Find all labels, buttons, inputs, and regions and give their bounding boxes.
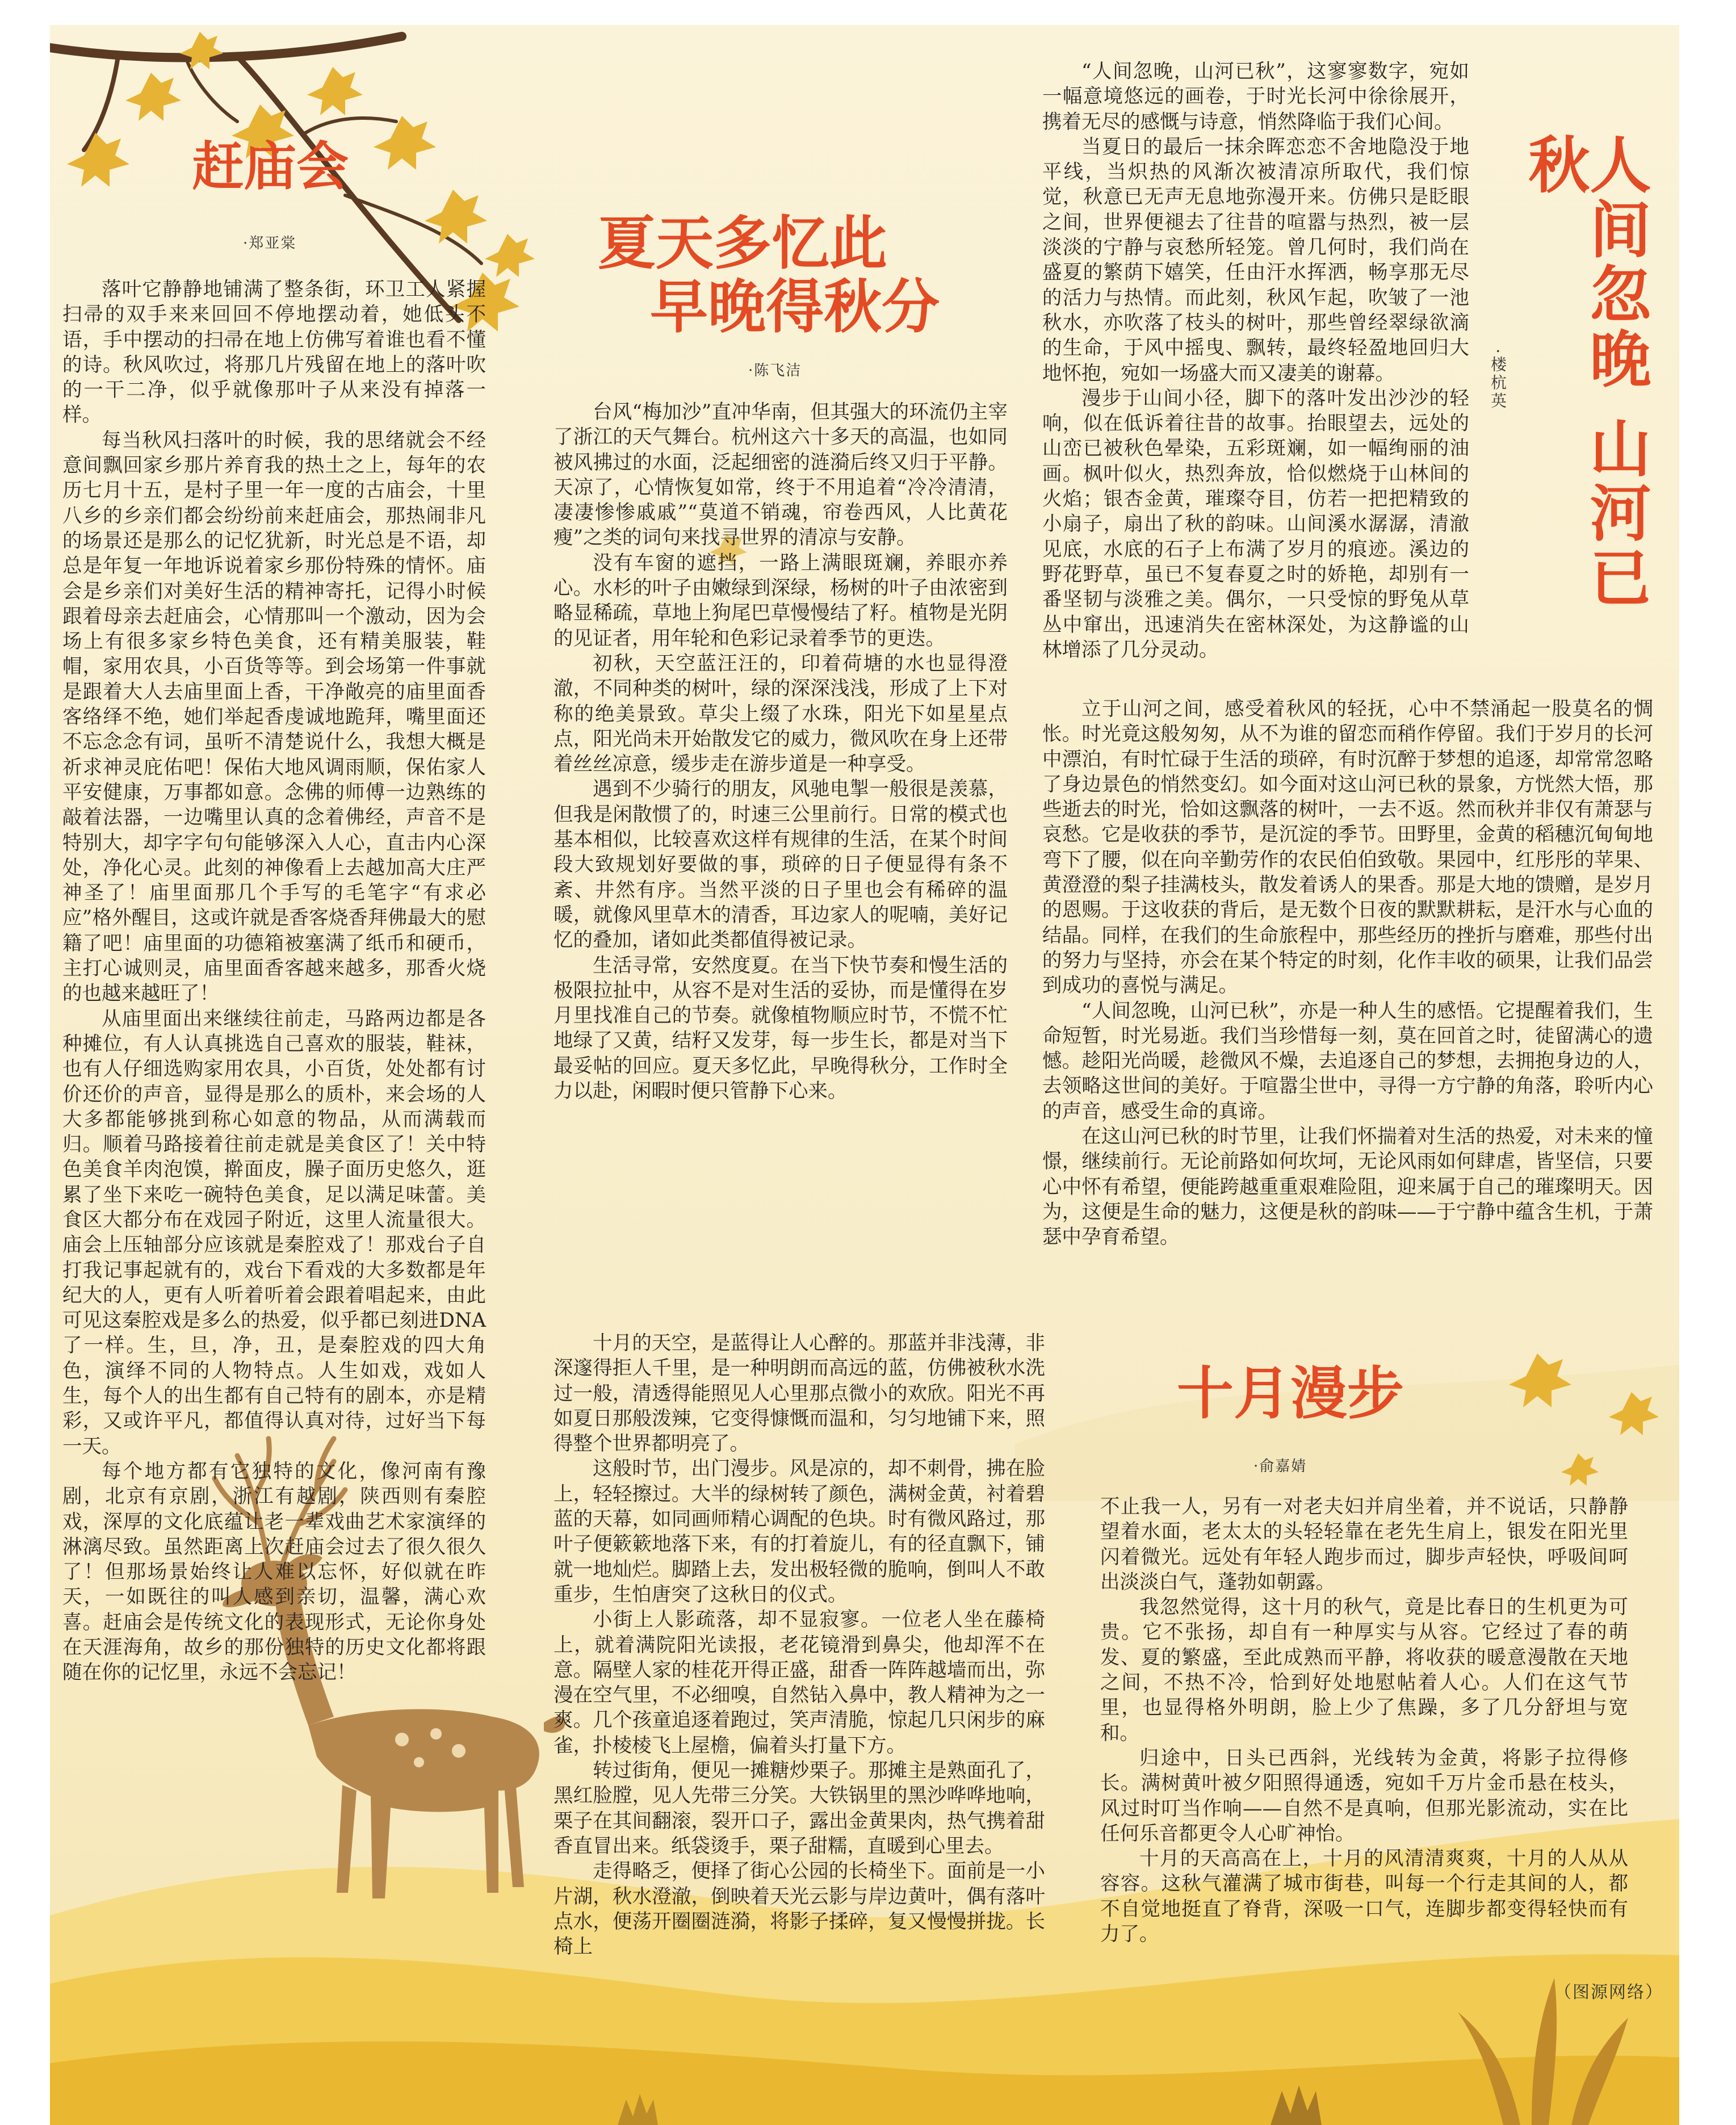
paragraph: 这般时节，出门漫步。风是凉的，却不刺骨，拂在脸上，轻轻擦过。大半的绿树转了颜色，满树金黄，衬着碧蓝的天幕，如同画师精心调配的色块。时有微风路过，那叶子便簌簌地落下来，有的打着旋儿，有的径直飘下，铺就一地灿烂。脚踏上去，发出极轻微的脆响，倒叫人不敢重步，生怕唐突了这秋日的仪式。 — [553, 1457, 1045, 1606]
article-title-gan-miao-hui: 赶庙会 — [192, 136, 349, 197]
paragraph: 漫步于山间小径，脚下的落叶发出沙沙的轻响，似在低诉着往昔的故事。抬眼望去，远处的山峦已被秋色晕染，五彩斑斓，如一幅绚丽的油画。枫叶似火，热烈奔放，恰似燃烧于山林间的火焰；银杏金黄，璀璨夺目，仿若一把把精致的小扇子，扇出了秋的韵味。山间溪水潺潺，清澈见底，水底的石子上布满了岁月的痕迹。溪边的野花野草，虽已不复春夏之时的娇艳，却别有一番坚韧与淡雅之美。偶尔，一只受惊的野兔从草丛中窜出，迅速消失在密林深处，为这静谧的山林增添了几分灵动。 — [1042, 387, 1469, 661]
article-title-shi-yue-man-bu: 十月漫步 — [1177, 1360, 1404, 1427]
article-body-xia-tian — [553, 400, 1008, 1104]
article-title-xia-tian — [598, 212, 940, 340]
paragraph: 十月的天空，是蓝得让人心醉的。那蓝并非浅薄，非深邃得拒人千里，是一种明朗而高远的蓝，仿佛被秋水洗过一般，清透得能照见人心里那点微小的欢欣。阳光不再如夏日那般泼辣，它变得慷慨而温和，匀匀地铺下来，照得整个世界都明亮了。 — [553, 1332, 1045, 1456]
article-author: ·俞嘉婧 — [1253, 1458, 1307, 1475]
paragraph: 小街上人影疏落，却不显寂寥。一位老人坐在藤椅上，就着满院阳光读报，老花镜滑到鼻尖，他却浑不在意。隔壁人家的桂花开得正盛，甜香一阵阵越墙而出，弥漫在空气里，不必细嗅，自然钻入鼻中，教人精神为之一爽。几个孩童追逐着跑过，笑声清脆，惊起几只闲步的麻雀，扑棱棱飞上屋檐，偏着头打量下方。 — [553, 1608, 1045, 1757]
image-credit: （图源网络） — [1554, 1983, 1663, 2002]
paragraph: 我忽然觉得，这十月的秋气，竟是比春日的生机更为可贵。它不张扬，却自有一种厚实与从容。它经过了春的萌发、夏的繁盛，至此成熟而平静，将收获的暖意漫散在天地之间，不热不冷，恰到好处地慰帖着人心。人们在这气节里，也显得格外明朗，脸上少了焦躁，多了几分舒坦与宽和。 — [1100, 1596, 1628, 1745]
article-body-gan-miao-hui — [62, 277, 486, 1686]
paragraph: “人间忽晚，山河已秋”，亦是一种人生的感悟。它提醒着我们，生命短暂，时光易逝。我们当珍惜每一刻，莫在回首之时，徒留满心的遗憾。趁阳光尚暖，趁微风不燥，去追逐自己的梦想，去拥抱身边的人，去领略这世间的美好。于喧嚣尘世中，寻得一方宁静的角落，聆听内心的声音，感受生命的真谛。 — [1042, 999, 1653, 1123]
article-author: ·楼杭英 — [1488, 349, 1507, 410]
article-body-ren-jian-wide — [1042, 697, 1653, 1250]
paragraph: 生活寻常，安然度夏。在当下快节奏和慢生活的极限拉扯中，从容不是对生活的妥协，而是懂得在岁月里找准自己的节奏。就像植物顺应时节，不慌不忙地绿了又黄，结籽又发芽，每一步生长，都是对当下最妥帖的回应。夏天多忆此，早晚得秋分，工作时全力以赴，闲暇时便只管静下心来。 — [553, 954, 1008, 1103]
paragraph: 走得略乏，便择了街心公园的长椅坐下。面前是一小片湖，秋水澄澈，倒映着天光云影与岸边黄叶，偶有落叶点水，便荡开圈圈涟漪，将影子揉碎，复又慢慢拼拢。长椅上 — [553, 1860, 1045, 1959]
article-body-ren-jian — [1042, 59, 1469, 663]
article-title-ren-jian-hu-wan: 人间忽晚 山河已秋 — [1518, 133, 1650, 611]
article-body-shi-yue-b — [1100, 1494, 1628, 1947]
paragraph: 从庙里面出来继续往前走，马路两边都是各种摊位，有人认真挑选自己喜欢的服装，鞋袜，也有人仔细选购家用农具，小百货，处处都有讨价还价的声音，显得是那么的质朴，来会场的人大多都能够挑到称心如意的物品，从而满载而归。顺着马路接着往前走就是美食区了！关中特色美食羊肉泡馍，擀面皮，臊子面历史悠久，逛累了坐下来吃一碗特色美食，足以满足味蕾。美食区大都分布在戏园子附近，这里人流量很大。庙会上压轴部分应该就是秦腔戏了！那戏台子自打我记事起就有的，戏台下看戏的大多数都是年纪大的人，更有人听着听着会跟着唱起来，由此可见这秦腔戏是多么的热爱，似乎都已刻进DNA了一样。生，旦，净，丑，是秦腔戏的四大角色，演绎不同的人物特点。人生如戏，戏如人生，每个人的出生都有自己特有的剧本，亦是精彩，又或许平凡，都值得认真对待，过好当下每一天。 — [62, 1007, 486, 1458]
paragraph: 每当秋风扫落叶的时候，我的思绪就会不经意间飘回家乡那片养育我的热土之上，每年的农历七月十五，是村子里一年一度的古庙会，十里八乡的乡亲们都会纷纷前来赶庙会，那热闹非凡的场景还是那么的记忆犹新，时光总是不语，却总是年复一年地诉说着家乡那份特殊的情怀。庙会是乡亲们对美好生活的精神寄托，记得小时候跟着母亲去赶庙会，心情那叫一个激动，因为会场上有很多家乡特色美食，还有精美服装，鞋帽，家用农具，小百货等等。到会场第一件事就是跟着大人去庙里面上香，干净敞亮的庙里面香客络绎不绝，她们举起香虔诚地跪拜，嘴里面还不忘念念有词，虽听不清楚说什么，我想大概是祈求神灵庇佑吧！保佑大地风调雨顺，保佑家人平安健康，万事都如意。念佛的师傅一边熟练的敲着法器，一边嘴里认真的念着佛经，声音不是特别大，却字字句句能够深入人心，直击内心深处，净化心灵。此刻的神像看上去越加高大庄严神圣了！庙里面那几个手写的毛笔字“有求必应”格外醒目，这或许就是香客烧香拜佛最大的慰籍了吧！庙里面的功德箱被塞满了纸币和硬币，主打心诚则灵，庙里面香客越来越多，那香火烧的也越来越旺了！ — [62, 429, 486, 1005]
article-body-shi-yue-a — [553, 1331, 1045, 1959]
title-line: 早晚得秋分 — [650, 274, 940, 341]
article-author: ·郑亚棠 — [243, 235, 297, 252]
paragraph: 落叶它静静地铺满了整条街，环卫工人紧握扫帚的双手来来回回不停地摆动着，她低头不语，手中摆动的扫帚在地上仿佛写着谁也看不懂的诗。秋风吹过，将那几片残留在地上的落叶吹的一干二净，似乎就像那叶子从来没有掉落一样。 — [62, 278, 486, 427]
paragraph: 台风“梅加沙”直冲华南，但其强大的环流仍主宰了浙江的天气舞台。杭州这六十多天的高温，也如同被风拂过的水面，泛起细密的涟漪后终又归于平静。天凉了，心情恢复如常，终于不用追着“冷冷清清，凄凄惨惨戚戚”“莫道不销魂，帘卷西风，人比黄花瘦”之类的词句来找寻世界的清凉与安静。 — [553, 401, 1008, 550]
paragraph: 每个地方都有它独特的文化，像河南有豫剧，北京有京剧，浙江有越剧，陕西则有秦腔戏，深厚的文化底蕴让老一辈戏曲艺术家演绎的淋漓尽致。虽然距离上次赶庙会过去了很久很久了！但那场景始终让人难以忘怀，好似就在昨天，一如既往的叫人感到亲切，温馨，满心欢喜。赶庙会是传统文化的表现形式，无论你身处在天涯海角，故乡的那份独特的历史文化都将跟随在你的记忆里，永远不会忘记！ — [62, 1460, 486, 1684]
title-line: 夏天多忆此 — [598, 210, 887, 278]
paragraph: “人间忽晚，山河已秋”，这寥寥数字，宛如一幅意境悠远的画卷，于时光长河中徐徐展开，携着无尽的感慨与诗意，悄然降临于我们心间。 — [1042, 60, 1469, 133]
paragraph: 不止我一人，另有一对老夫妇并肩坐着，并不说话，只静静望着水面，老太太的头轻轻靠在老先生肩上，银发在阳光里闪着微光。远处有年轻人跑步而过，脚步声轻快，呼吸间呵出淡淡白气，蓬勃如朝露。 — [1100, 1495, 1628, 1594]
paragraph: 在这山河已秋的时节里，让我们怀揣着对生活的热爱，对未来的憧憬，继续前行。无论前路如何坎坷，无论风雨如何肆虐，皆坚信，只要心中怀有希望，便能跨越重重艰难险阻，迎来属于自己的璀璨明天。因为，这便是生命的魅力，这便是秋的韵味——于宁静中蕴含生机，于萧瑟中孕育希望。 — [1042, 1125, 1653, 1249]
newspaper-page — [50, 25, 1679, 2125]
paragraph: 转过街角，便见一摊糖炒栗子。那摊主是熟面孔了，黑红脸膛，见人先带三分笑。大铁锅里的黑沙哗哗地响，栗子在其间翻滚，裂开口子，露出金黄果肉，热气携着甜香直冒出来。纸袋烫手，栗子甜糯，直暖到心里去。 — [553, 1759, 1045, 1858]
paragraph: 立于山河之间，感受着秋风的轻抚，心中不禁涌起一股莫名的惆怅。时光竟这般匆匆，从不为谁的留恋而稍作停留。我们于岁月的长河中漂泊，有时忙碌于生活的琐碎，有时沉醉于梦想的追逐，却常常忽略了身边景色的悄然变幻。如今面对这山河已秋的景象，方恍然大悟，那些逝去的时光，恰如这飘落的树叶，一去不返。然而秋并非仅有萧瑟与哀愁。它是收获的季节，是沉淀的季节。田野里，金黄的稻穗沉甸甸地弯下了腰，似在向辛勤劳作的农民伯伯致敬。果园中，红彤彤的苹果、黄澄澄的梨子挂满枝头，散发着诱人的果香。那是大地的馈赠，是岁月的恩赐。于这收获的背后，是无数个日夜的默默耕耘，是汗水与心血的结晶。同样，在我们的生命旅程中，那些经历的挫折与磨难，那些付出的努力与坚持，亦会在某个特定的时刻，化作丰收的硕果，让我们品尝到成功的喜悦与满足。 — [1042, 698, 1653, 997]
paragraph: 十月的天高高在上，十月的风清清爽爽，十月的人从从容容。这秋气灌满了城市街巷，叫每一个行走其间的人，都不自觉地挺直了脊背，深吸一口气，连脚步都变得轻快而有力了。 — [1100, 1847, 1628, 1946]
paragraph: 遇到不少骑行的朋友，风驰电掣一般很是羡慕，但我是闲散惯了的，时速三公里前行。日常的模式也基本相似，比较喜欢这样有规律的生活，在某个时间段大致规划好要做的事，琐碎的日子便显得有条不紊、井然有序。当然平淡的日子里也会有稀碎的温暖，就像风里草木的清香，耳边家人的呢喃，美好记忆的叠加，诸如此类都值得被记录。 — [553, 778, 1008, 952]
paragraph: 初秋，天空蓝汪汪的，印着荷塘的水也显得澄澈，不同种类的树叶，绿的深深浅浅，形成了上下对称的绝美景致。草尖上缀了水珠，阳光下如星星点点，阳光尚未开始散发它的威力，微风吹在身上还带着丝丝凉意，缓步走在游步道是一种享受。 — [553, 652, 1008, 776]
paragraph: 没有车窗的遮挡，一路上满眼斑斓，养眼亦养心。水杉的叶子由嫩绿到深绿，杨树的叶子由浓密到略显稀疏，草地上狗尾巴草慢慢结了籽。植物是光阴的见证者，用年轮和色彩记录着季节的更迭。 — [553, 551, 1008, 650]
paragraph: 归途中，日头已西斜，光线转为金黄，将影子拉得修长。满树黄叶被夕阳照得通透，宛如千万片金币悬在枝头，风过时叮当作响——自然不是真响，但那光影流动，实在比任何乐音都更令人心旷神怡。 — [1100, 1746, 1628, 1845]
paragraph: 当夏日的最后一抹余晖恋恋不舍地隐没于地平线，当炽热的风渐次被清凉所取代，我们惊觉，秋意已无声无息地弥漫开来。仿佛只是眨眼之间，世界便褪去了往昔的喧嚣与热烈，被一层淡淡的宁静与哀愁所轻笼。曾几何时，我们尚在盛夏的繁荫下嬉笑，任由汗水挥洒，畅享那无尽的活力与热情。而此刻，秋风乍起，吹皱了一池秋水，亦吹落了枝头的树叶，那些曾经翠绿欲滴的生命，于风中摇曳、飘转，最终轻盈地回归大地怀抱，宛如一场盛大而又凄美的谢幕。 — [1042, 135, 1469, 385]
article-author: ·陈飞洁 — [748, 362, 802, 379]
